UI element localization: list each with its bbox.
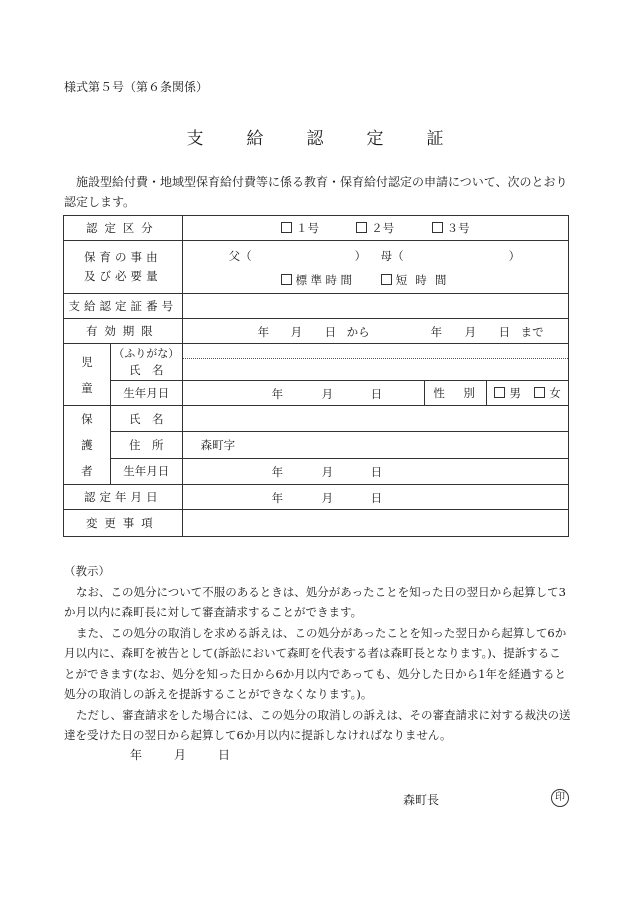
type1-label: １号 (295, 221, 319, 235)
row-category (64, 216, 569, 241)
checkbox-short-time[interactable] (381, 274, 392, 285)
furigana-label: （ふりがな） (113, 347, 180, 360)
validity-from-month: 月 (290, 325, 303, 339)
checkbox-female[interactable] (534, 387, 545, 398)
guardian-address-label: 住 所 (110, 432, 182, 458)
reason-label-line1: 保育の事由 (83, 250, 162, 264)
guardian-side-char: 保 (81, 412, 93, 426)
title-char: 給 (246, 129, 264, 149)
title-char: 支 (186, 129, 204, 149)
certificate-table (63, 215, 569, 537)
validity-cell[interactable] (182, 319, 568, 344)
gender-options (487, 381, 569, 406)
cert-date-year: 年 (271, 491, 284, 505)
cert-date-day: 日 (370, 491, 383, 505)
type2-label: ２号 (371, 221, 395, 235)
guardian-name-label: 氏 名 (110, 406, 182, 432)
validity-label: 有効期限 (64, 319, 183, 344)
notes-section (64, 561, 572, 746)
cert-date-label: 認定年月日 (64, 485, 183, 510)
child-side-char: 児 (81, 354, 93, 369)
guardian-birth-day: 日 (370, 464, 383, 479)
row-guardian-address (64, 432, 569, 458)
row-changes (64, 510, 569, 537)
issuer-name: 森町長 (403, 793, 440, 807)
guardian-name-field[interactable] (182, 406, 568, 432)
checkbox-type1[interactable] (281, 222, 292, 233)
child-name-label (110, 344, 182, 381)
short-time-label: 短時間 (395, 273, 455, 287)
cert-number-label: 支給認定証番号 (64, 294, 183, 319)
validity-to-year: 年 (430, 325, 443, 339)
notes-heading: （教示） (64, 564, 110, 578)
validity-to-month: 月 (464, 325, 477, 339)
furigana-field[interactable] (183, 344, 568, 358)
father-field[interactable] (229, 248, 252, 264)
notes-paragraph: また、この処分の取消しを求める訴えは、この処分があったことを知った翌日から起算して6か月以内に、森町を被告として(訴訟において森町を代表する者は森町長となります。)、提訴することができます(なお、処分を知った日から6か月以内であっても、処分した日から1年を経過すると処分の取消しの訴えを提訴することができなくなります。)。 (64, 625, 567, 701)
checkbox-type3[interactable] (432, 222, 443, 233)
guardian-side-label (64, 406, 111, 485)
child-birth-label: 生年月日 (110, 381, 182, 406)
guardian-side-char: 者 (81, 464, 93, 478)
standard-time-label: 標準時間 (295, 273, 356, 287)
row-validity (64, 319, 569, 344)
cert-date-cell[interactable] (182, 485, 568, 510)
guardian-birth-cell[interactable] (182, 458, 568, 484)
reason-cell[interactable] (182, 241, 568, 294)
child-name-field[interactable] (183, 358, 568, 380)
notes-paragraph: ただし、審査請求をした場合には、この処分の取消しの訴えは、その審査請求に対する裁決の送達を受けた日の翌日から起算して6か月以内に提訴しなければなりません。 (64, 707, 571, 742)
validity-made: まで (520, 325, 544, 339)
guardian-birth-year: 年 (271, 464, 284, 479)
mother-close: ） (508, 249, 521, 263)
child-name-cell[interactable] (182, 344, 568, 381)
issue-day: 日 (218, 748, 231, 762)
notes-paragraph: なお、この処分について不服のあるときは、処分があったことを知った日の翌日から起算して3か月以内に森町長に対して審査請求することができます。 (64, 584, 566, 619)
title-char: 認 (306, 129, 324, 149)
seal-icon: 印 (551, 789, 569, 807)
changes-label: 変更事項 (64, 510, 183, 537)
changes-field[interactable] (182, 510, 568, 537)
row-child-name (64, 344, 569, 381)
guardian-side-char: 護 (81, 438, 93, 452)
guardian-address-field[interactable]: 森町字 (182, 432, 568, 458)
title-char: 定 (366, 129, 384, 149)
mother-field[interactable] (381, 248, 404, 264)
cert-number-value[interactable] (182, 294, 568, 319)
checkbox-male[interactable] (494, 387, 505, 398)
checkbox-standard-time[interactable] (281, 274, 292, 285)
row-cert-date (64, 485, 569, 510)
cert-date-month: 月 (321, 491, 334, 505)
father-label: 父（ (228, 249, 252, 263)
female-label: 女 (549, 386, 561, 400)
document-title (0, 124, 630, 149)
title-char: 証 (426, 129, 444, 149)
checkbox-type2[interactable] (356, 222, 367, 233)
father-close: ） (354, 249, 367, 263)
issue-month: 月 (174, 748, 187, 762)
category-options (182, 216, 568, 241)
reason-label (64, 241, 183, 294)
male-label: 男 (509, 386, 521, 400)
row-guardian-birth (64, 458, 569, 484)
child-birth-month: 月 (321, 387, 334, 401)
validity-kara: から (346, 325, 370, 339)
child-birth-cell[interactable] (182, 381, 425, 406)
child-side-char: 童 (81, 380, 93, 395)
category-label: 認定区分 (64, 216, 183, 241)
form-number: 様式第５号（第６条関係） (64, 80, 209, 94)
child-name-text: 氏 名 (128, 363, 164, 377)
type3-label: ３号 (446, 221, 470, 235)
row-child-birth (64, 381, 569, 406)
reason-label-line2: 及び必要量 (83, 269, 162, 283)
intro-text: 施設型給付費・地域型保育給付費等に係る教育・保育給付認定の申請について、次のとおり認定します。 (64, 175, 568, 209)
validity-from-day: 日 (324, 325, 337, 339)
row-cert-number (64, 294, 569, 319)
child-birth-day: 日 (370, 387, 383, 401)
child-birth-year: 年 (271, 387, 284, 401)
validity-to-day: 日 (498, 325, 511, 339)
guardian-birth-label: 生年月日 (110, 458, 182, 484)
issue-year: 年 (130, 748, 143, 762)
guardian-birth-month: 月 (321, 464, 334, 479)
row-reason (64, 241, 569, 294)
row-guardian-name (64, 406, 569, 432)
issue-date (130, 746, 262, 763)
validity-from-year: 年 (257, 325, 270, 339)
mother-label: 母（ (380, 249, 404, 263)
gender-label: 性 別 (425, 381, 487, 406)
child-side-label (64, 344, 111, 406)
